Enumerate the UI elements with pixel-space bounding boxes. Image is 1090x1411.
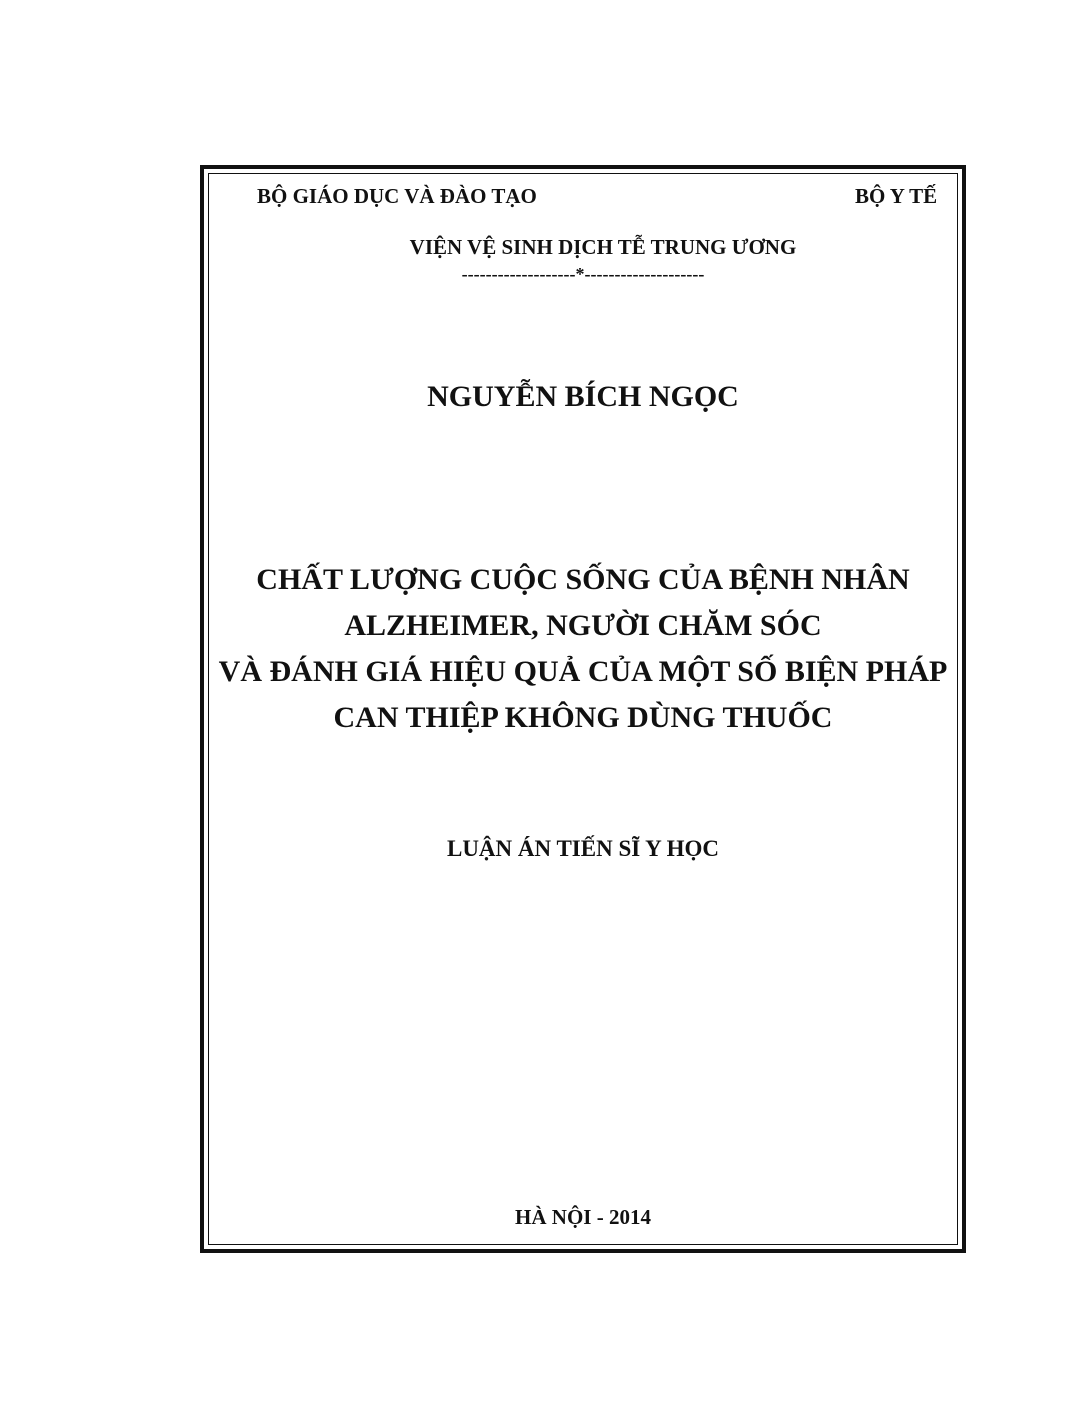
header-separator: -------------------*--------------------	[461, 264, 705, 284]
thesis-title-line: ALZHEIMER, NGƯỜI CHĂM SÓC	[344, 609, 822, 642]
institute-name: VIỆN VỆ SINH DỊCH TỄ TRUNG ƯƠNG	[409, 235, 797, 259]
ministry-education-label: BỘ GIÁO DỤC VÀ ĐÀO TẠO	[257, 184, 537, 208]
degree-label: LUẬN ÁN TIẾN SĨ Y HỌC	[446, 836, 719, 861]
ministry-health-label: BỘ Y TẾ	[855, 184, 938, 208]
thesis-title-line: CAN THIỆP KHÔNG DÙNG THUỐC	[333, 701, 833, 734]
thesis-title-line: CHẤT LƯỢNG CUỘC SỐNG CỦA BỆNH NHÂN	[256, 563, 910, 596]
author-name: NGUYỄN BÍCH NGỌC	[427, 380, 739, 413]
place-year: HÀ NỘI - 2014	[515, 1205, 651, 1229]
thesis-title-line: VÀ ĐÁNH GIÁ HIỆU QUẢ CỦA MỘT SỐ BIỆN PHÁP	[218, 655, 948, 688]
thesis-title	[200, 557, 966, 741]
